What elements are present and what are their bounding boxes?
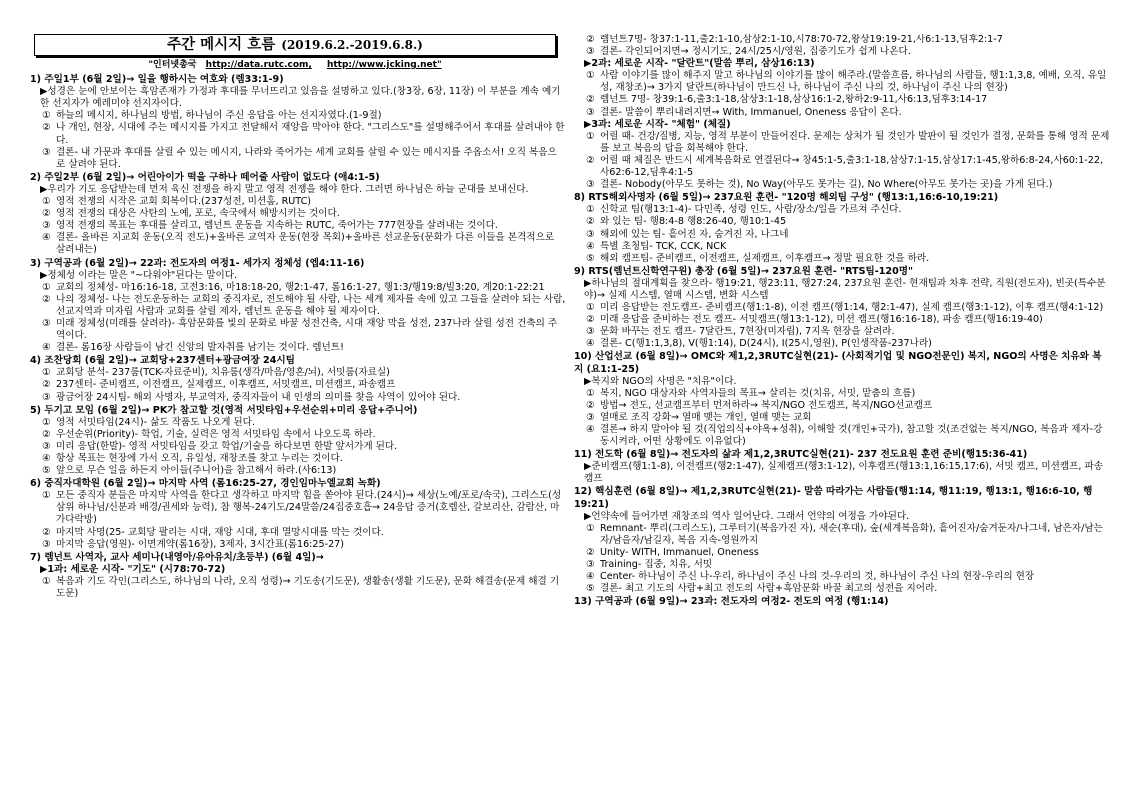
item-text: 237센터- 준비캠프, 이전캠프, 실제캠프, 이후캠프, 서밋캠프, 미션캠프, 파송캠프: [56, 379, 396, 391]
item-text: 미래 응답을 준비하는 전도 캠프- 서밋캠프(행13:1-12), 미션 캠프(행16:16-18), 파송 캠프(행16:19-40): [600, 314, 1043, 326]
item-text: 어릴 때- 건강/질병, 지능, 영적 부분이 만들어진다. 문제는 상처가 될 것인가 발판이 될 것인가 결정, 문화를 통해 영적 문제를 보고 복음의 답을 회복해야 한다.: [600, 130, 1110, 154]
item-text: 영적 서밋타임(24시)- 삶도 작품도 나오게 된다.: [56, 416, 256, 428]
item-text: 해외에 있는 팀- 흩어진 자, 숨겨진 자, 나그네: [600, 228, 789, 240]
item-text: 결론- 말씀이 뿌리내려지면→ With, Immanuel, Oneness 응답이 온다.: [600, 106, 902, 118]
item-number: ①: [586, 302, 595, 314]
list-item: [574, 179, 1110, 191]
section-heading: 3) 구역공과 (6월 2일)→ 22과: 전도자의 여정1- 세가지 정체성 (엡4:11-16): [30, 257, 365, 269]
item-number: ③: [586, 228, 595, 240]
list-item: [30, 342, 566, 354]
list-item: [30, 527, 566, 539]
list-item: [30, 318, 566, 342]
item-text: 교회당 분석- 237룸(TCK-자료준비), 치유룸(생각/마음/영혼/뇌), 서밋룸(자료실): [56, 367, 390, 379]
list-item: [574, 326, 1110, 338]
item-text: 신학교 팀(행13:1-4)- 다민족, 성령 인도, 사람/장소/일을 가르쳐 주신다.: [600, 204, 902, 216]
item-text: 결론- C(행1:1,3,8), V(행1:14), D(24시), I(25시,영원), P(인생작품-237나라): [600, 338, 932, 350]
item-number: ②: [42, 379, 51, 391]
item-number: ③: [42, 317, 51, 329]
list-item: [30, 453, 566, 465]
list-item: [30, 490, 566, 526]
item-text: 광금어장 24시팀- 해외 사명자, 부교역자, 중직자들이 내 인생의 의미를 찾을 사역이 있어야 된다.: [56, 391, 461, 403]
item-number: ⑤: [42, 465, 51, 477]
list-item: [30, 465, 566, 477]
section-heading: 1) 주일1부 (6월 2일)→ 일을 행하시는 여호와 (렘33:1-9): [30, 74, 284, 86]
item-text: 열매로 조직 강화→ 열매 맺는 개인, 열매 맺는 교회: [600, 411, 812, 423]
section-intro: ▶하나님의 절대계획을 찾으라- 행19:21, 행23:11, 행27:24, 237요원 훈련- 현재팀과 차후 전략, 직원(전도자), 빈곳(특수분야)→ 실제 시스템, 열매 시스템, 변화 시스템: [584, 277, 1106, 301]
section: [30, 405, 566, 478]
subsection-heading: ▶3과: 세로운 시작- "체험" (체질): [584, 118, 731, 130]
item-number: ①: [42, 490, 51, 502]
item-number: ③: [42, 391, 51, 403]
list-item: [574, 400, 1110, 412]
document-page: [30, 34, 1110, 794]
list-item: [30, 147, 566, 171]
section: [574, 449, 1110, 485]
item-text: 교회의 정체성- 마16:16-18, 고전3:16, 마18:18-20, 행2:1-47, 롬16:1-27, 행1:3/행19:8/빌3:20, 계20:1-22:21: [56, 281, 545, 293]
list-item: [574, 523, 1110, 547]
item-text: Training- 집중, 치유, 서밋: [600, 559, 713, 571]
item-number: ①: [42, 367, 51, 379]
section-heading: 12) 핵심훈련 (6월 8일)→ 제1,2,3RUTC실현(21)- 말씀 따라가는 사람들(행1:14, 행11:19, 행13:1, 행16:6-10, 행19:21): [574, 486, 1093, 510]
section-intro: ▶정체성 이라는 말은 "~다워야"된다는 말이다.: [40, 269, 238, 281]
item-text: 결론- Nobody(아무도 못하는 것), No Way(아무도 못가는 길), No Where(아무도 못가는 곳)을 가게 된다.): [600, 179, 1053, 191]
item-text: 결론- 최고 기도의 사람+최고 전도의 사람+흑암문화 바꿀 최고의 성전을 지어라.: [600, 583, 938, 595]
item-number: ④: [586, 240, 595, 252]
data-url-link[interactable]: http://data.rutc.com,: [205, 60, 312, 70]
section-heading: 11) 전도학 (6월 8일)→ 전도자의 삶과 제1,2,3RUTC실현(21)- 237 전도요원 훈련 준비(행15:36-41): [574, 449, 1028, 461]
item-number: ③: [42, 440, 51, 452]
list-item: [30, 417, 566, 429]
item-text: 방법→ 전도, 선교캠프부터 먼저하라→ 복지/NGO 전도캠프, 복지/NGO선교캠프: [600, 399, 933, 411]
section-heading: 10) 산업선교 (6월 8일)→ OMC와 제1,2,3RUTC실현(21)- (사회적기업 및 NGO전문인) 복지, NGO의 사명은 치유와 복지 (요1:1-25): [574, 351, 1102, 375]
list-item: [574, 314, 1110, 326]
section-heading: 9) RTS(렘넌트신학연구원) 총장 (6월 5일)→ 237요원 훈련- "RTS팀-120명": [574, 265, 914, 277]
item-text: 결론- 롬16장 사람들이 남긴 신앙의 발자취를 남기는 것이다. 렘넌트!: [56, 342, 344, 354]
item-number: ④: [586, 338, 595, 350]
section-heading: 6) 중직자대학원 (6월 2일)→ 마지막 사역 (롬16:25-27, 경인임마누엘교회 녹화): [30, 478, 381, 490]
subsection-heading: ▶2과: 세로운 시작- "달란트"(말씀 뿌리, 삼상16:13): [584, 58, 815, 70]
item-number: ③: [586, 106, 595, 118]
list-item: [30, 294, 566, 318]
item-number: ⑤: [586, 583, 595, 595]
list-item: [30, 196, 566, 208]
list-item: [574, 216, 1110, 228]
section: [574, 486, 1110, 595]
item-number: ③: [586, 411, 595, 423]
item-text: 복지, NGO 대상자와 사역자들의 목표→ 살리는 것(치유, 서밋, 맡춤의 흐름): [600, 387, 916, 399]
item-text: 결론- 내 가문과 후대를 살릴 수 있는 메시지, 나라와 죽어가는 세계 교회를 살릴 수 있는 메시지를 주옵소서! 오직 복음으로 살려야 된다.: [56, 146, 557, 170]
item-number: ④: [42, 232, 51, 244]
section-heading: 13) 구역공과 (6월 9일)→ 23과: 전도자의 여정2- 전도의 여정 (행1:14): [574, 596, 889, 608]
list-item: [574, 338, 1110, 350]
section: [574, 266, 1110, 351]
left-sections: [30, 74, 566, 600]
item-number: ②: [586, 399, 595, 411]
item-text: 마지막 응답(영원)- 이면계약(롬16장), 3제자, 3시간표(롬16:25-27): [56, 538, 345, 550]
item-number: ③: [586, 179, 595, 191]
sites-label: "인터넷총국: [148, 60, 197, 70]
item-number: ⑤: [586, 252, 595, 264]
item-number: ②: [42, 122, 51, 134]
list-item: [30, 392, 566, 404]
item-text: 어릴 때 체질은 반드시 세계복음화로 연결된다→ 창45:1-5,출3:1-18,삼상7:1-15,삼상17:1-45,왕하6:8-24,사60:1-22,사62:6-12,딤후4:1-5: [600, 154, 1103, 179]
list-item: [574, 547, 1110, 559]
item-text: 항상 목표는 현장에 가서 오직, 유일성, 재창조를 찾고 누리는 것이다.: [56, 453, 343, 464]
list-item: [30, 576, 566, 600]
item-text: 앞으로 무슨 일을 하든지 아이들(주니어)을 참고해서 하라.(사6:13): [56, 465, 337, 477]
item-text: 사람 이야기를 많이 해주지 말고 하나님의 이야기를 많이 해주라.(말씀흐름, 하나님의 사람들, 행1:1,3,8, 예배, 오직, 유일성, 재창조)→ 3가지 달란트(하나님이 만드신 나, 하나님이 주신 나의 것, 하나님이 주신 나의 현장): [600, 70, 1107, 94]
item-text: 미리 응답받는 전도캠프- 준비캠프(행1:1-8), 이전 캠프(행1:14, 행2:1-47), 실제 캠프(행3:1-12), 이후 캠프(행4:1-12): [600, 302, 1104, 314]
list-item: [574, 34, 1110, 46]
list-item: [30, 379, 566, 391]
title-dates: (2019.6.2.-2019.6.8.): [281, 37, 423, 52]
section: [30, 355, 566, 403]
item-number: ③: [586, 559, 595, 571]
item-number: ③: [42, 538, 51, 550]
item-number: ④: [42, 453, 51, 464]
item-number: ①: [586, 204, 595, 216]
item-number: ②: [586, 546, 595, 558]
item-text: 와 있는 팀- 행8:4-8 행8:26-40, 행10:1-45: [600, 216, 787, 228]
list-item: [30, 122, 566, 146]
list-item: [574, 253, 1110, 265]
list-item: [574, 559, 1110, 571]
section-heading: 8) RTS해외사명자 (6월 5일)→ 237요원 훈련- "120명 해외팀 구성" (행13:1,16:6-10,19:21): [574, 192, 999, 204]
item-text: 렘넌트7명- 창37:1-11,출2:1-10,삼상2:1-10,시78:70-72,왕상19:19-21,사6:1-13,딤후2:1-7: [600, 34, 1003, 45]
item-text: 해외 캠프팀- 준비캠프, 이전캠프, 실제캠프, 이후캠프→ 정말 필요한 것을 하라.: [600, 252, 930, 264]
list-item: [574, 46, 1110, 58]
item-number: ②: [42, 293, 51, 305]
item-number: ③: [42, 220, 51, 232]
section-heading: 2) 주일2부 (6월 2일)→ 어린아이가 떡을 구하나 떼어줄 사람이 없도다 (애4:1-5): [30, 171, 380, 183]
item-text: Center- 하나님이 주신 나-우리, 하나님이 주신 나의 것-우리의 것, 하나님이 주신 나의 현장-우리의 현장: [600, 571, 1035, 583]
item-number: ①: [42, 196, 51, 208]
list-item: [30, 282, 566, 294]
item-number: ①: [586, 130, 595, 142]
list-item: [574, 583, 1110, 595]
list-item: [574, 204, 1110, 216]
list-item: [30, 220, 566, 232]
item-text: Remnant- 뿌리(그리스도), 그루터기(복음가진 자), 새순(후대), 숲(세계복음화), 흩어진자/숨겨둔자/나그네, 남은자/남는자/남을자/남길자, 복음 지속-영원까지: [600, 522, 1103, 546]
section-heading: 4) 조찬당회 (6월 2일)→ 교회당+237센터+광금여장 24시팀: [30, 355, 295, 367]
item-number: ②: [42, 208, 51, 220]
list-item: [30, 110, 566, 122]
item-number: ④: [42, 342, 51, 354]
jcking-url-link[interactable]: http://www.jcking.net": [326, 60, 442, 70]
item-number: ①: [586, 70, 595, 82]
section-intro: ▶복지와 NGO의 사명은 "치유"이다.: [584, 375, 737, 387]
item-number: ②: [42, 526, 51, 538]
subsection-heading: ▶1과: 세로운 시작- "기도" (시78:70-72): [40, 563, 226, 575]
list-item: [574, 131, 1110, 155]
list-item: [574, 107, 1110, 119]
item-number: ②: [586, 314, 595, 326]
item-text: 결론- 올바른 지교회 운동(오직 전도)+올바른 교역자 운동(현장 목회)+올바른 선교운동(문화가 다른 이들을 본격적으로 살려내는): [56, 232, 555, 256]
section-intro: ▶준비캠프(행1:1-8), 이전캠프(행2:1-47), 실제캠프(행3:1-12), 이후캠프(행13:1,16:15,17:6), 서밋 캠프, 미션캠프, 파송캠프: [584, 461, 1104, 485]
section: [574, 192, 1110, 265]
section-intro: ▶성경은 눈에 안보이는 흑암존재가 가정과 후대를 무너뜨리고 있음을 설명하고 있다.(창3장, 6장, 11장) 이 부분을 계속 예기한 선지자가 예레미야 선지자이다.: [40, 86, 561, 110]
section: [574, 34, 1110, 191]
item-text: 문화 바꾸는 전도 캠프- 7달란트, 7현장(미자립), 7지옥 현장을 살려라.: [600, 326, 895, 338]
left-column: [30, 34, 566, 794]
item-number: ②: [586, 94, 595, 106]
item-text: 렘넌트 7명- 창39:1-6,출3:1-18,삼상3:1-18,삼상16:1-2,왕하2:9-11,사6:13,딤후3:14-17: [600, 94, 988, 106]
item-text: 특별 초청팀- TCK, CCK, NCK: [600, 240, 727, 252]
item-number: ④: [586, 571, 595, 583]
item-text: Unity- WITH, Immanuel, Oneness: [600, 546, 759, 558]
page-title: 주간 메시지 흐름: [167, 35, 276, 53]
item-number: ①: [42, 110, 51, 122]
item-text: 마지막 사명(25- 교회당 팔리는 시대, 재앙 시대, 후대 멸망시대를 막는 것이다.: [56, 526, 384, 538]
item-text: 하늘의 메시지, 하나님의 방법, 하나님이 주신 응답을 아는 선지자였다.(1-9절): [56, 110, 382, 122]
right-sections: [574, 34, 1110, 608]
item-text: 결론- 각인되어지면→ 정시기도, 24시/25시/영원, 집중기도가 쉽게 나온다.: [600, 46, 911, 58]
list-item: [574, 229, 1110, 241]
list-item: [30, 232, 566, 256]
list-item: [30, 429, 566, 441]
list-item: [574, 70, 1110, 94]
item-text: 미래 정체성(미래를 살려라)- 흑암문화를 빛의 문화로 바꿀 성전건축, 시대 재앙 막을 성전, 237나라 살릴 성전 건축의 주역이다.: [56, 317, 558, 342]
section: [30, 552, 566, 600]
section: [30, 172, 566, 257]
item-number: ②: [586, 216, 595, 228]
item-text: 우선순위(Priority)- 학업, 기술, 실력은 영적 서밋타임 속에서 나오도록 하라.: [56, 428, 376, 440]
list-item: [30, 441, 566, 453]
item-number: ③: [586, 326, 595, 338]
item-number: ①: [42, 416, 51, 428]
section: [30, 258, 566, 355]
section: [30, 478, 566, 551]
item-text: 영적 전쟁의 목표는 후대를 살리고, 렘넌트 운동을 지속하는 RUTC, 죽어가는 777현장을 살려내는 것이다.: [56, 220, 498, 232]
item-number: ①: [42, 281, 51, 293]
list-item: [574, 388, 1110, 400]
item-number: ③: [42, 146, 51, 158]
item-number: ①: [586, 522, 595, 534]
item-text: 나 개인, 현장, 시대에 주는 메시지를 가지고 전달해서 재앙을 막아야 한다. "그리스도"를 설명해주어서 후대를 살려내야 한다.: [56, 122, 565, 146]
list-item: [30, 367, 566, 379]
item-number: ①: [586, 387, 595, 399]
item-number: ①: [42, 575, 51, 587]
item-number: ④: [586, 424, 595, 435]
list-item: [574, 241, 1110, 253]
list-item: [574, 571, 1110, 583]
section-heading: 7) 렘넌트 사역자, 교사 세미나(내영아/유아유치/초등부) (6월 4일)→: [30, 551, 324, 563]
section-intro: ▶언약속에 들어가면 재창조의 역사 일어난다. 그래서 언약의 여정을 가야된다.: [584, 510, 910, 522]
item-text: 영적 전쟁의 시작은 교회 회복이다.(237성전, 미션홈, RUTC): [56, 196, 312, 208]
list-item: [574, 412, 1110, 424]
item-number: ②: [586, 34, 595, 45]
item-number: ②: [586, 154, 595, 166]
item-text: 모든 중직자 분들은 마지막 사역을 한다고 생각하고 마지막 힘을 쏟아야 된다.(24시)→ 세상(노예/포로/속국), 그리스도(성삼위 하나님/신분과 배경/권세와 능력), 참 행복-24기도/24말씀/24집중호흡→ 24응답 증거(호렙산, 갈보리산, 감람산, 마가다락방): [56, 490, 562, 526]
section-heading: 5) 두기고 모임 (6월 2일)→ PK가 참고할 것(영적 서밋타임+우선순위+미리 응답+주니어): [30, 404, 418, 416]
list-item: [574, 302, 1110, 314]
list-item: [574, 424, 1110, 448]
section: [574, 596, 1110, 608]
item-text: 미리 응답(한발)- 영적 서밋타임을 갖고 학업/기술을 하다보면 한발 앞서가게 된다.: [56, 440, 398, 452]
item-text: 결론→ 하지 말아야 될 것(직업의식+야욕+성취), 이해할 것(개인+국가), 참고할 것(조건없는 복지/NGO, 복음과 제자-강동시켜라, 어떤 상황에도 이유없다): [600, 424, 1103, 448]
list-item: [574, 94, 1110, 106]
list-item: [574, 155, 1110, 179]
item-text: 영적 전쟁의 대상은 사탄의 노예, 포로, 속국에서 해방시키는 것이다.: [56, 208, 340, 220]
list-item: [30, 208, 566, 220]
section-intro: ▶우리가 기도 응답받는데 먼저 육신 전쟁을 하지 말고 영적 전쟁을 해야 한다. 그러면 하나님은 하늘 군대를 보내신다.: [40, 183, 529, 195]
item-number: ②: [42, 428, 51, 440]
item-number: ③: [586, 46, 595, 58]
section: [30, 74, 566, 171]
website-line: [30, 59, 566, 71]
title-box: [34, 34, 556, 56]
item-text: 복음과 기도 각인(그리스도, 하나님의 나라, 오직 성령)→ 기도송(기도문), 생활송(생활 기도문), 문화 해결송(문제 해결 기도문): [56, 575, 560, 600]
list-item: [30, 539, 566, 551]
section: [574, 351, 1110, 448]
item-text: 나의 정체성- 나는 전도운동하는 교회의 중직자로, 전도해야 될 사람, 나는 세계 제자를 속에 있고 그들을 살려야 되는 사람, 선교지역과 미자립 사람과 교회를 살릴 제자, 렘넌트 운동을 해야 될 제자이다.: [56, 293, 566, 317]
right-column: [574, 34, 1110, 794]
